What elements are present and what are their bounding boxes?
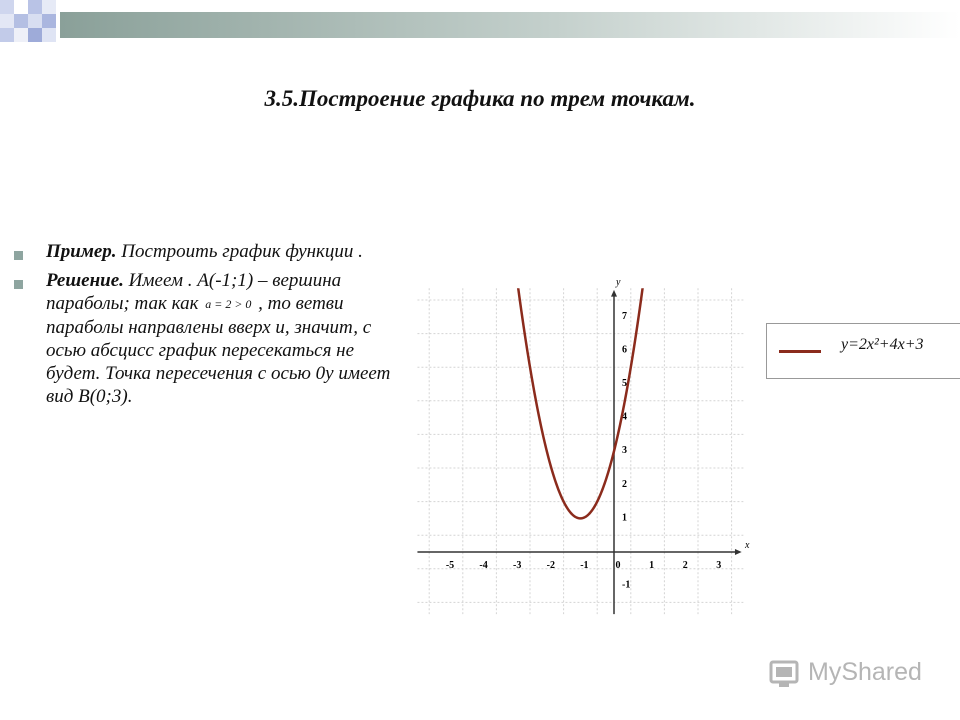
x-tick-label: -2 <box>546 560 555 571</box>
y-tick-label: 6 <box>622 344 627 356</box>
bullet-square-icon <box>14 251 23 260</box>
slide-title: 3.5.Построение графика по трем точкам. <box>264 86 696 111</box>
y-tick-label: 3 <box>622 445 627 457</box>
x-tick-label: 3 <box>716 560 722 571</box>
x-tick-label: 2 <box>682 560 688 571</box>
myshared-logo-icon <box>768 656 804 692</box>
inline-formula: a = 2 > 0 <box>205 297 252 312</box>
x-tick-label: -1 <box>580 560 589 571</box>
chart-legend <box>766 323 960 379</box>
x-tick-label: -4 <box>479 560 488 571</box>
example-label: Пример. <box>46 241 117 262</box>
legend-line-swatch <box>779 350 821 353</box>
solution-label: Решение. <box>46 270 124 291</box>
slide-header-bar <box>0 0 960 48</box>
y-tick-label: 2 <box>622 478 627 490</box>
legend-formula: y=2x²+4x+3 <box>841 336 924 353</box>
y-axis-arrow <box>611 290 617 297</box>
solution-body-2: , то ветви параболы направлены вверх и, значит, с осью абсцисс график пересекаться не будет. Точка пересечения с осью 0у имеет вид В(0;3). <box>46 293 391 408</box>
example-body: Построить график функции . <box>116 241 363 262</box>
y-tick-label: -1 <box>622 579 631 591</box>
x-tick-label: 0 <box>615 560 621 571</box>
y-tick-label: 1 <box>622 512 627 524</box>
bullet-solution <box>10 269 410 408</box>
bullet-list <box>10 240 410 414</box>
example-text <box>46 240 410 263</box>
x-tick-label: -5 <box>445 560 455 571</box>
y-tick-label: 5 <box>622 378 627 389</box>
x-axis-label: x <box>745 540 750 551</box>
x-tick-label: -3 <box>513 560 522 571</box>
y-axis-label: y <box>616 276 621 288</box>
x-axis-arrow <box>735 549 742 555</box>
watermark <box>768 656 922 692</box>
y-tick-label: 7 <box>622 310 627 322</box>
bullet-example <box>10 240 410 263</box>
parabola-chart <box>405 165 760 645</box>
solution-text <box>46 269 410 408</box>
solution-body-1: Имеем . A(-1;1) – вершина параболы; так как <box>46 270 342 314</box>
x-tick-label: 1 <box>649 560 655 571</box>
y-tick-label: 4 <box>622 411 627 423</box>
watermark-text: MyShared <box>808 658 922 686</box>
bullet-square-icon <box>14 280 23 289</box>
